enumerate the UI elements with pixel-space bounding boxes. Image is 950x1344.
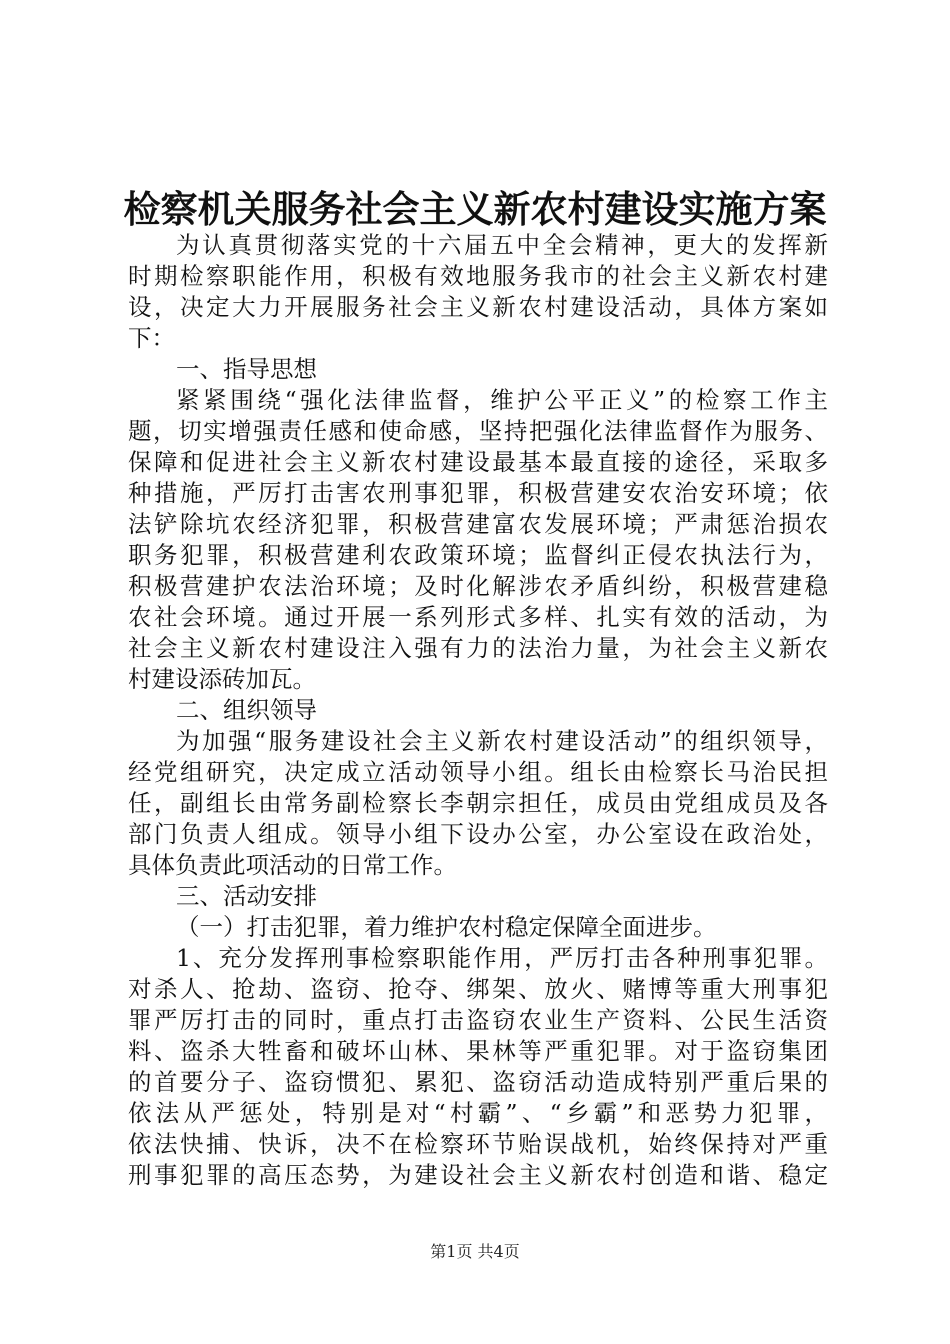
body-line: 具体负责此项活动的日常工作。: [128, 851, 457, 879]
body-line: 农社会环境。通过开展一系列形式多样、扎实有效的活动，为: [128, 603, 828, 631]
body-line: 刑事犯罪的高压态势，为建设社会主义新农村创造和谐、稳定: [128, 1161, 828, 1189]
body-line: 保障和促进社会主义新农村建设最基本最直接的途径，采取多: [128, 448, 828, 476]
body-line: 下：: [128, 324, 175, 352]
body-line: 经党组研究，决定成立活动领导小组。组长由检察长马治民担: [128, 758, 828, 786]
body-line: 职务犯罪，积极营建利农政策环境；监督纠正侵农执法行为，: [128, 541, 828, 569]
body-line: 种措施，严厉打击害农刑事犯罪，积极营建安农治安环境；依: [128, 479, 828, 507]
body-line: 为认真贯彻落实党的十六届五中全会精神，更大的发挥新: [176, 231, 828, 259]
body-line: 的首要分子、盗窃惯犯、累犯、盗窃活动造成特别严重后果的: [128, 1068, 828, 1096]
body-line: 积极营建护农法治环境；及时化解涉农矛盾纠纷，积极营建稳: [128, 572, 828, 600]
subsection-heading: （一）打击犯罪，着力维护农村稳定保障全面进步。: [176, 913, 717, 941]
body-line: 1、充分发挥刑事检察职能作用，严厉打击各种刑事犯罪。: [176, 944, 828, 972]
document-body: [128, 230, 828, 1191]
body-line: 村建设添砖加瓦。: [128, 665, 316, 693]
body-line: 依法从严惩处，特别是对“村霸”、“乡霸”和恶势力犯罪，: [128, 1099, 828, 1127]
section-heading: 三、活动安排: [176, 882, 317, 910]
page-number: 第1页 共4页: [430, 1242, 520, 1261]
body-line: 部门负责人组成。领导小组下设办公室，办公室设在政治处，: [128, 820, 828, 848]
body-line: 任，副组长由常务副检察长李朝宗担任，成员由党组成员及各: [128, 789, 828, 817]
body-line: 时期检察职能作用，积极有效地服务我市的社会主义新农村建: [128, 262, 828, 290]
body-line: 题，切实增强责任感和使命感，坚持把强化法律监督作为服务、: [128, 417, 828, 445]
body-line: 罪严厉打击的同时，重点打击盗窃农业生产资料、公民生活资: [128, 1006, 828, 1034]
document-title: 检察机关服务社会主义新农村建设实施方案: [123, 187, 827, 231]
body-line: 依法快捕、快诉，决不在检察环节贻误战机，始终保持对严重: [128, 1130, 828, 1158]
body-line: 为加强“服务建设社会主义新农村建设活动”的组织领导，: [176, 727, 828, 755]
section-heading: 二、组织领导: [176, 696, 317, 724]
body-line: 设，决定大力开展服务社会主义新农村建设活动，具体方案如: [128, 293, 828, 321]
body-line: 对杀人、抢劫、盗窃、抢夺、绑架、放火、赌博等重大刑事犯: [128, 975, 828, 1003]
body-line: 料、盗杀大牲畜和破坏山林、果林等严重犯罪。对于盗窃集团: [128, 1037, 828, 1065]
section-heading: 一、指导思想: [176, 355, 317, 383]
body-line: 紧紧围绕“强化法律监督，维护公平正义”的检察工作主: [176, 386, 828, 414]
body-line: 法铲除坑农经济犯罪，积极营建富农发展环境；严肃惩治损农: [128, 510, 828, 538]
body-line: 社会主义新农村建设注入强有力的法治力量，为社会主义新农: [128, 634, 828, 662]
